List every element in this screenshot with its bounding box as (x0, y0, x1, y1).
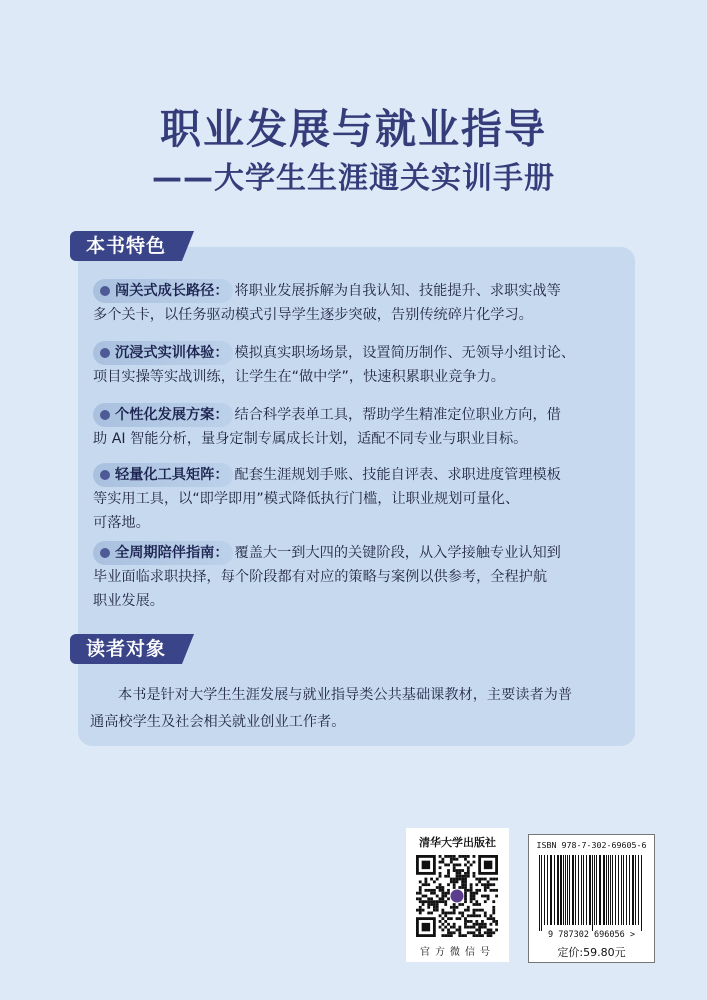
feature-line: 助 AI 智能分析，量身定制专属成长计划，适配不同专业与职业目标。 (93, 431, 528, 447)
feature-heading (93, 403, 233, 427)
bullet-dot-icon (100, 410, 110, 420)
feature-heading-text: 个性化发展方案： (115, 407, 229, 423)
feature-line: 等实用工具，以“即学即用”模式降低执行门槛，让职业规划可量化、 (93, 491, 520, 507)
qr-caption: 官方微信号 (420, 947, 495, 958)
barcode-digits: 9 787302 696056 > (548, 930, 635, 940)
feature-heading-text: 沉浸式实训体验： (115, 345, 229, 361)
feature-heading (93, 279, 233, 303)
features-section-label: 本书特色 (70, 231, 182, 261)
publisher-name: 清华大学出版社 (419, 836, 496, 849)
feature-line: 毕业面临求职抉择，每个阶段都有对应的策略与案例以供参考，全程护航 (93, 569, 548, 585)
feature-line: 模拟真实职场场景，设置简历制作、无领导小组讨论、 (234, 345, 576, 361)
feature-item (93, 341, 641, 389)
bullet-dot-icon (100, 348, 110, 358)
readers-section-label: 读者对象 (70, 634, 182, 664)
feature-line: 覆盖大一到大四的关键阶段，从入学接触专业认知到 (234, 545, 561, 561)
bullet-dot-icon (100, 470, 110, 480)
readers-description (90, 682, 630, 736)
book-title: 职业发展与就业指导 (160, 105, 547, 153)
isbn-barcode-panel (528, 834, 655, 963)
feature-heading (93, 541, 233, 565)
feature-line: 结合科学表单工具，帮助学生精准定位职业方向，借 (234, 407, 561, 423)
feature-heading-text: 全周期陪伴指南： (115, 545, 229, 561)
feature-heading-text: 闯关式成长路径： (115, 283, 229, 299)
barcode-bars (537, 855, 646, 931)
book-subtitle: ——大学生生涯通关实训手册 (152, 161, 555, 196)
bullet-dot-icon (100, 286, 110, 296)
feature-item (93, 279, 641, 327)
feature-heading (93, 341, 233, 365)
wechat-qr-panel (406, 828, 509, 962)
readers-line: 本书是针对大学生生涯发展与就业指导类公共基础课教材，主要读者为普 (118, 687, 573, 703)
feature-heading-text: 轻量化工具矩阵： (115, 467, 229, 483)
feature-line: 配套生涯规划手账、技能自评表、求职进度管理模板 (234, 467, 561, 483)
qr-code (416, 855, 498, 937)
bullet-dot-icon (100, 548, 110, 558)
feature-item (93, 403, 641, 451)
feature-heading (93, 463, 233, 487)
feature-item (93, 541, 641, 613)
feature-line: 可落地。 (93, 515, 150, 531)
feature-line: 多个关卡，以任务驱动模式引导学生逐步突破，告别传统碎片化学习。 (93, 307, 533, 323)
feature-line: 职业发展。 (93, 593, 164, 609)
feature-line: 将职业发展拆解为自我认知、技能提升、求职实战等 (234, 283, 561, 299)
readers-line: 通高校学生及社会相关就业创业工作者。 (90, 714, 346, 730)
feature-line: 项目实操等实战训练，让学生在“做中学”，快速积累职业竞争力。 (93, 369, 505, 385)
isbn-text: ISBN 978-7-302-69605-6 (536, 840, 647, 850)
feature-item (93, 463, 641, 535)
price-label: 定价:59.80元 (557, 946, 626, 959)
